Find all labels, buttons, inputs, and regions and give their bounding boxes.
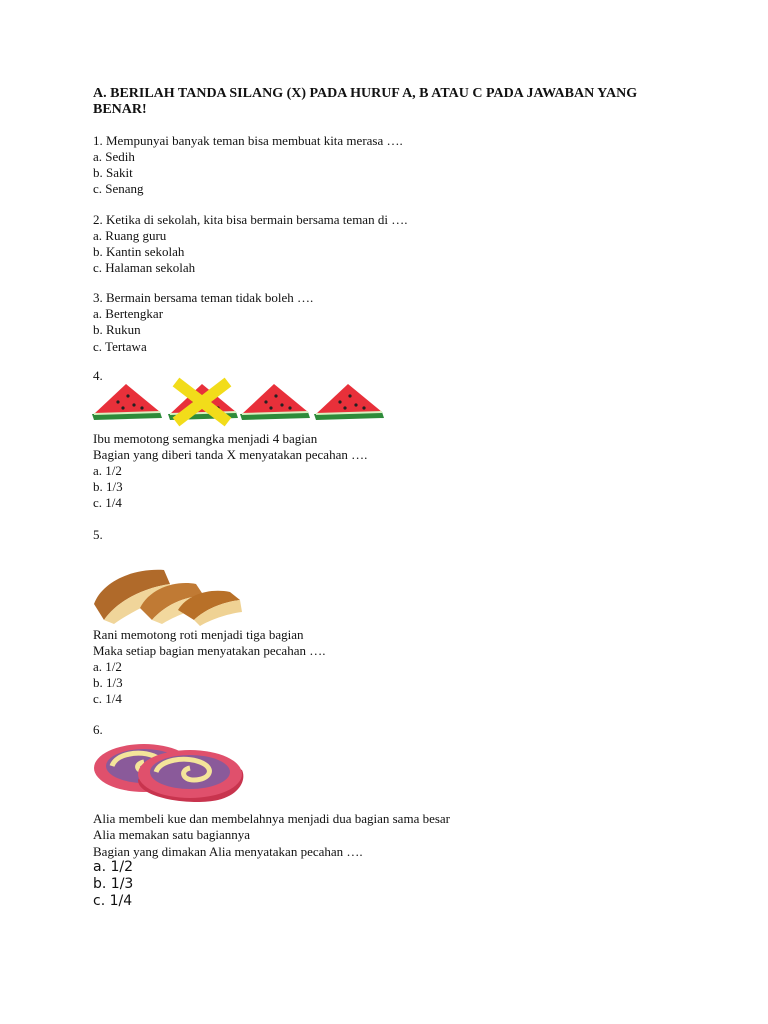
question-2-option-a: a. Ruang guru <box>93 228 167 243</box>
watermelon-slice-crossed <box>168 382 238 422</box>
question-2-option-b: b. Kantin sekolah <box>93 244 185 259</box>
question-2-option-c: c. Halaman sekolah <box>93 260 196 275</box>
question-6-line-2: Alia memakan satu bagiannya <box>93 827 251 842</box>
instruction-heading: A. BERILAH TANDA SILANG (X) PADA HURUF A, B ATAU C PADA JAWABAN YANG BENAR! <box>93 86 638 117</box>
question-1-option-a: a. Sedih <box>93 149 135 164</box>
question-6-line-3: Bagian yang dimakan Alia menyatakan pecahan …. <box>93 844 363 859</box>
question-6-option-c: c. 1/4 <box>93 893 133 909</box>
question-5-line-1: Rani memotong roti menjadi tiga bagian <box>93 627 304 642</box>
question-4-line-1: Ibu memotong semangka menjadi 4 bagian <box>93 431 318 446</box>
question-4-option-a: a. 1/2 <box>93 463 122 478</box>
question-1-option-b: b. Sakit <box>93 165 133 180</box>
watermelon-slice <box>92 384 162 420</box>
question-5-number: 5. <box>93 527 103 542</box>
question-3-option-a: a. Bertengkar <box>93 306 164 321</box>
question-6-option-a: a. 1/2 <box>93 859 134 875</box>
question-1-option-c: c. Senang <box>93 181 144 196</box>
swirl-cake-image <box>92 738 248 808</box>
question-3-option-c: c. Tertawa <box>93 339 147 354</box>
question-5-option-c: c. 1/4 <box>93 691 122 706</box>
question-4-line-2: Bagian yang diberi tanda X menyatakan pecahan …. <box>93 447 368 462</box>
question-6-number: 6. <box>93 722 103 737</box>
question-5-option-a: a. 1/2 <box>93 659 122 674</box>
question-6-line-1: Alia membeli kue dan membelahnya menjadi dua bagian sama besar <box>93 811 451 826</box>
watermelon-slice <box>240 384 310 420</box>
watermelon-slice <box>314 384 384 420</box>
question-4-option-c: c. 1/4 <box>93 495 122 510</box>
bread-slices-image <box>92 562 244 628</box>
question-6-option-b: b. 1/3 <box>93 876 134 892</box>
question-5-option-b: b. 1/3 <box>93 675 123 690</box>
question-5-line-2: Maka setiap bagian menyatakan pecahan …. <box>93 643 326 658</box>
watermelon-slices-image <box>90 378 386 428</box>
question-4-option-b: b. 1/3 <box>93 479 123 494</box>
question-3-option-b: b. Rukun <box>93 322 141 337</box>
question-1-text: 1. Mempunyai banyak teman bisa membuat kita merasa …. <box>93 133 403 148</box>
question-2-text: 2. Ketika di sekolah, kita bisa bermain bersama teman di …. <box>93 212 408 227</box>
question-4-number: 4. <box>93 368 103 383</box>
question-3-text: 3. Bermain bersama teman tidak boleh …. <box>93 290 314 305</box>
cake-half <box>138 750 243 802</box>
